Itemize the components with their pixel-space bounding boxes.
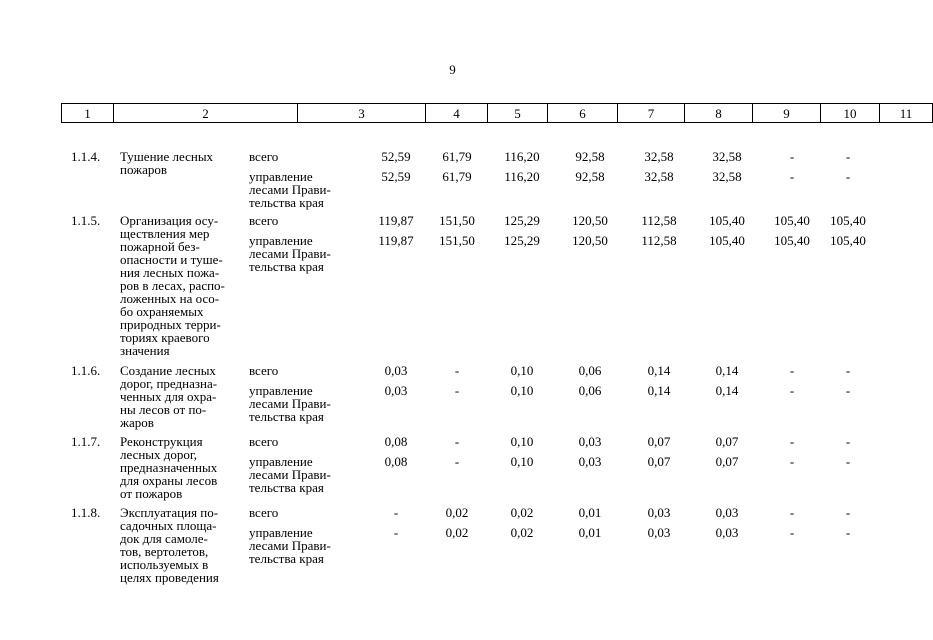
row-label-agency: управление	[249, 525, 313, 540]
header-cell: 5	[488, 104, 548, 123]
value-agency-col-11: -	[845, 169, 851, 184]
row-label-total: всего	[249, 363, 279, 378]
value-agency-col-5: 0,02	[445, 525, 469, 540]
value-agency-col-6: 0,10	[510, 383, 534, 398]
value-total-col-4: 0,03	[384, 363, 408, 378]
value-total-col-6: 0,10	[510, 363, 534, 378]
value-total-col-10: 105,40	[774, 213, 810, 228]
row-name-line: ториях краевого	[120, 330, 210, 345]
value-total-col-10: -	[789, 363, 795, 378]
row-name-line: ны лесов от по-	[120, 402, 207, 417]
row-name-line: опасности и туше-	[120, 252, 223, 267]
value-total-col-4: 52,59	[381, 149, 411, 164]
row-name-line: используемых в	[120, 557, 209, 572]
value-total-col-8: 112,58	[641, 213, 677, 228]
row-name-line: тов, вертолетов,	[120, 544, 209, 559]
row-name-line: для охраны лесов	[120, 473, 218, 488]
value-total-col-6: 0,10	[510, 434, 534, 449]
value-total-col-5: -	[454, 363, 460, 378]
row-name-line: Организация осу-	[120, 213, 219, 228]
row-label-total: всего	[249, 505, 279, 520]
header-cell: 11	[880, 104, 933, 123]
value-total-col-7: 120,50	[572, 213, 608, 228]
row-code: 1.1.4.	[71, 149, 101, 164]
row-label-agency: управление	[249, 233, 313, 248]
row-label-total: всего	[249, 434, 279, 449]
row-label-agency: лесами Прави-	[249, 182, 331, 197]
value-agency-col-5: 151,50	[439, 233, 475, 248]
value-total-col-6: 0,02	[510, 505, 534, 520]
header-cell: 8	[685, 104, 753, 123]
value-total-col-4: -	[393, 505, 399, 520]
header-cell: 6	[548, 104, 618, 123]
row-name-line: док для самоле-	[120, 531, 208, 546]
value-total-col-4: 0,08	[384, 434, 408, 449]
row-label-agency: тельства края	[249, 195, 324, 210]
value-agency-col-4: 0,03	[384, 383, 408, 398]
value-agency-col-11: -	[845, 525, 851, 540]
value-total-col-10: -	[789, 505, 795, 520]
page-number: 9	[449, 62, 456, 77]
row-name-line: бо охраняемых	[120, 304, 204, 319]
value-agency-col-8: 0,03	[647, 525, 671, 540]
row-code: 1.1.5.	[71, 213, 101, 228]
value-total-col-11: 105,40	[830, 213, 866, 228]
row-label-agency: лесами Прави-	[249, 538, 331, 553]
row-code: 1.1.6.	[71, 363, 101, 378]
header-cell: 9	[753, 104, 821, 123]
value-agency-col-6: 0,10	[510, 454, 534, 469]
value-total-col-8: 0,07	[647, 434, 671, 449]
value-agency-col-11: 105,40	[830, 233, 866, 248]
header-cell: 7	[618, 104, 685, 123]
value-agency-col-10: -	[789, 169, 795, 184]
header-cell: 10	[821, 104, 880, 123]
value-total-col-9: 0,14	[715, 363, 739, 378]
value-agency-col-10: -	[789, 454, 795, 469]
row-name-line: значения	[120, 343, 170, 358]
row-name-line: Эксплуатация по-	[120, 505, 219, 520]
value-total-col-5: 151,50	[439, 213, 475, 228]
value-total-col-10: -	[789, 434, 795, 449]
value-agency-col-9: 0,07	[715, 454, 739, 469]
value-total-col-9: 0,07	[715, 434, 739, 449]
row-name-line: природных терри-	[120, 317, 221, 332]
value-agency-col-11: -	[845, 383, 851, 398]
row-name-line: Реконструкция	[120, 434, 203, 449]
header-cell: 1	[62, 104, 114, 123]
value-total-col-11: -	[845, 363, 851, 378]
row-name-line: жаров	[120, 415, 154, 430]
value-agency-col-11: -	[845, 454, 851, 469]
row-label-agency: лесами Прави-	[249, 396, 331, 411]
value-agency-col-8: 32,58	[644, 169, 674, 184]
row-label-agency: лесами Прави-	[249, 246, 331, 261]
row-label-agency: тельства края	[249, 409, 324, 424]
row-label-total: всего	[249, 149, 279, 164]
value-total-col-8: 0,14	[647, 363, 671, 378]
value-agency-col-9: 0,14	[715, 383, 739, 398]
row-name-line: Тушение лесных	[120, 149, 214, 164]
value-agency-col-6: 0,02	[510, 525, 534, 540]
value-total-col-11: -	[845, 505, 851, 520]
value-agency-col-4: 119,87	[378, 233, 414, 248]
row-name-line: ложенных на осо-	[120, 291, 220, 306]
header-cell: 3	[298, 104, 426, 123]
value-total-col-6: 116,20	[504, 149, 540, 164]
row-label-agency: тельства края	[249, 551, 324, 566]
value-total-col-9: 32,58	[712, 149, 742, 164]
value-total-col-4: 119,87	[378, 213, 414, 228]
value-agency-col-8: 0,07	[647, 454, 671, 469]
value-agency-col-10: 105,40	[774, 233, 810, 248]
row-name-line: целях проведения	[120, 570, 219, 585]
column-header-table	[61, 103, 933, 123]
value-agency-col-9: 105,40	[709, 233, 745, 248]
value-total-col-5: 0,02	[445, 505, 469, 520]
value-total-col-9: 105,40	[709, 213, 745, 228]
row-label-agency: управление	[249, 169, 313, 184]
row-label-agency: тельства края	[249, 480, 324, 495]
value-agency-col-5: -	[454, 454, 460, 469]
row-name-line: от пожаров	[120, 486, 183, 501]
row-label-agency: управление	[249, 383, 313, 398]
value-total-col-8: 0,03	[647, 505, 671, 520]
value-total-col-9: 0,03	[715, 505, 739, 520]
value-total-col-10: -	[789, 149, 795, 164]
row-label-agency: лесами Прави-	[249, 467, 331, 482]
value-agency-col-4: -	[393, 525, 399, 540]
row-code: 1.1.7.	[71, 434, 101, 449]
value-agency-col-10: -	[789, 383, 795, 398]
value-agency-col-7: 0,01	[578, 525, 602, 540]
value-agency-col-6: 125,29	[504, 233, 540, 248]
row-name-line: дорог, предназна-	[120, 376, 218, 391]
value-agency-col-7: 92,58	[575, 169, 605, 184]
value-total-col-7: 0,06	[578, 363, 602, 378]
row-label-total: всего	[249, 213, 279, 228]
value-agency-col-5: 61,79	[442, 169, 472, 184]
value-agency-col-6: 116,20	[504, 169, 540, 184]
row-name-line: пожарной без-	[120, 239, 200, 254]
row-name-line: садочных площа-	[120, 518, 217, 533]
value-total-col-8: 32,58	[644, 149, 674, 164]
value-agency-col-4: 52,59	[381, 169, 411, 184]
value-agency-col-10: -	[789, 525, 795, 540]
value-agency-col-5: -	[454, 383, 460, 398]
value-total-col-11: -	[845, 149, 851, 164]
row-name-line: предназначенных	[120, 460, 218, 475]
row-name-line: лесных дорог,	[120, 447, 198, 462]
value-agency-col-9: 0,03	[715, 525, 739, 540]
value-agency-col-7: 120,50	[572, 233, 608, 248]
header-cell: 2	[114, 104, 298, 123]
row-name-line: Создание лесных	[120, 363, 216, 378]
value-agency-col-7: 0,03	[578, 454, 602, 469]
row-name-line: пожаров	[120, 162, 168, 177]
row-code: 1.1.8.	[71, 505, 101, 520]
value-total-col-11: -	[845, 434, 851, 449]
row-name-line: ния лесных пожа-	[120, 265, 220, 280]
value-agency-col-9: 32,58	[712, 169, 742, 184]
row-name-line: ществления мер	[120, 226, 210, 241]
value-total-col-7: 0,03	[578, 434, 602, 449]
row-label-agency: тельства края	[249, 259, 324, 274]
header-cell: 4	[426, 104, 488, 123]
value-total-col-5: -	[454, 434, 460, 449]
row-name-line: ров в лесах, распо-	[120, 278, 225, 293]
value-agency-col-4: 0,08	[384, 454, 408, 469]
value-total-col-7: 0,01	[578, 505, 602, 520]
value-agency-col-8: 112,58	[641, 233, 677, 248]
row-name-line: ченных для охра-	[120, 389, 217, 404]
value-agency-col-8: 0,14	[647, 383, 671, 398]
value-total-col-7: 92,58	[575, 149, 605, 164]
value-total-col-5: 61,79	[442, 149, 472, 164]
row-label-agency: управление	[249, 454, 313, 469]
value-total-col-6: 125,29	[504, 213, 540, 228]
value-agency-col-7: 0,06	[578, 383, 602, 398]
